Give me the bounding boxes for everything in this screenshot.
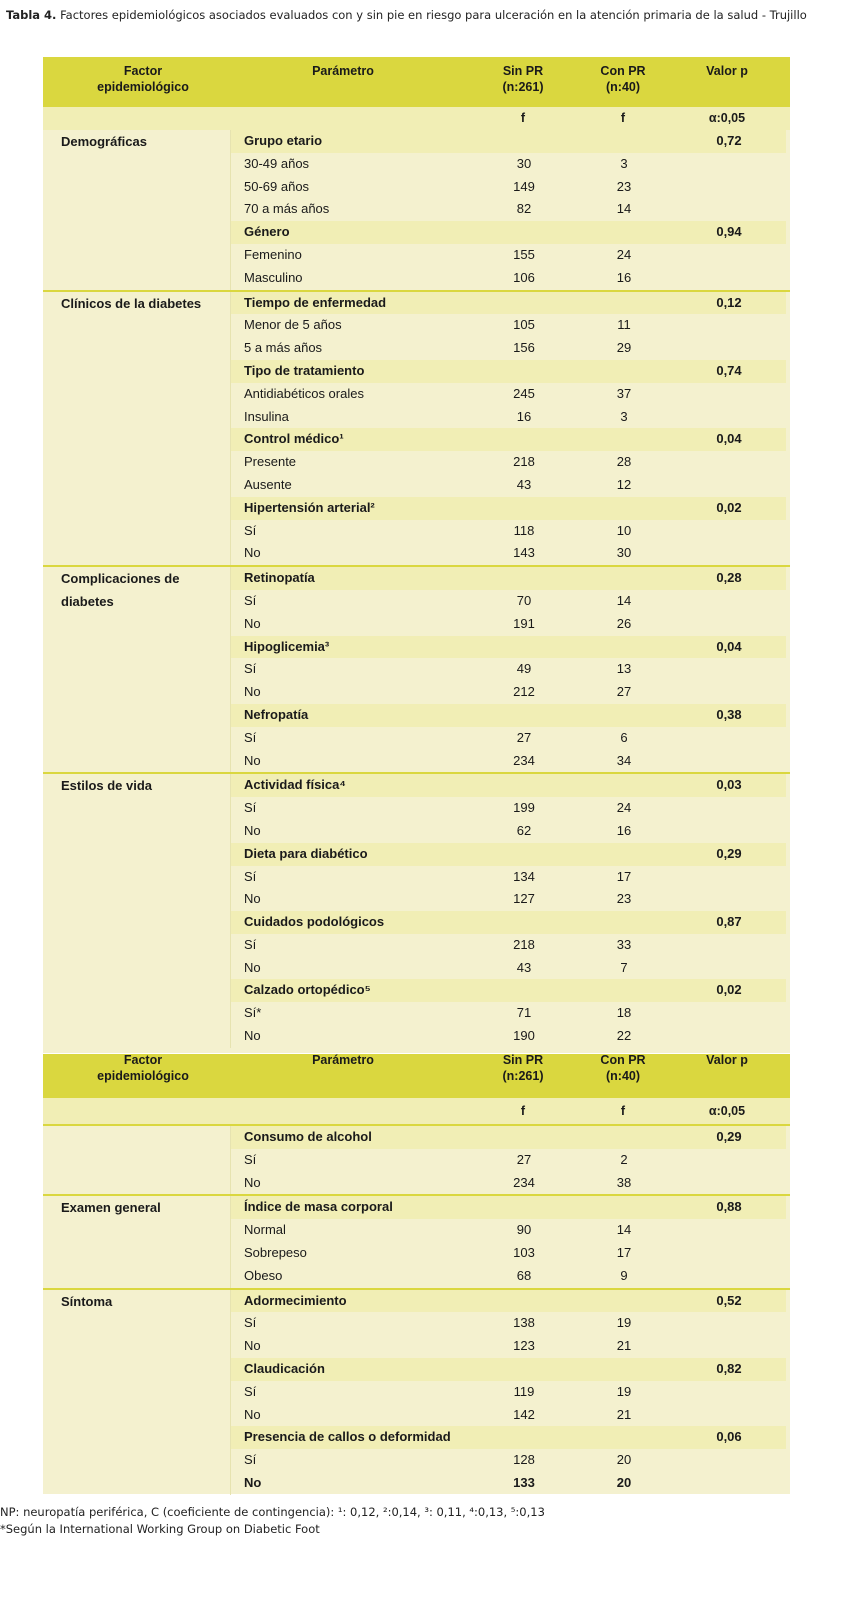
sin-pr-cell: 106 — [513, 269, 535, 285]
p-value-cell: 0,72 — [716, 133, 742, 148]
parameter-cell: Sí — [244, 1383, 257, 1399]
sin-pr-cell: 199 — [513, 800, 535, 816]
con-pr-cell: 14 — [616, 592, 632, 608]
parameter-cell: No — [244, 684, 261, 700]
parameter-cell: 70 a más años — [244, 201, 330, 217]
con-pr-cell: 27 — [616, 684, 632, 700]
p-value-cell: 0,94 — [716, 224, 742, 240]
con-pr-cell: 38 — [616, 1174, 632, 1190]
table-row — [230, 1335, 786, 1358]
table-row — [230, 1404, 786, 1427]
table-row — [230, 1172, 786, 1195]
parameter-cell: Retinopatía — [244, 570, 315, 586]
con-pr-cell: 26 — [616, 615, 632, 631]
table-body-1 — [43, 130, 790, 1048]
sin-pr-cell: 62 — [516, 822, 532, 838]
parameter-cell: Ausente — [244, 476, 292, 492]
sin-pr-cell: 27 — [516, 1151, 532, 1167]
table-footnotes — [0, 1504, 860, 1538]
table-header — [43, 57, 790, 107]
sin-pr-cell: 49 — [516, 661, 532, 677]
parameter-header-row — [230, 428, 786, 451]
parameter-header-row — [230, 636, 786, 659]
table-row — [230, 314, 786, 337]
header-parametro: Parámetro — [312, 1053, 374, 1067]
sin-pr-cell: 143 — [513, 545, 535, 561]
table-header-repeat — [43, 1054, 790, 1098]
factor-group — [43, 1288, 790, 1495]
sin-pr-cell: 149 — [513, 178, 535, 194]
parameter-header-row — [230, 130, 786, 153]
con-pr-cell: 12 — [616, 476, 632, 492]
parameter-cell: Dieta para diabético — [244, 845, 368, 861]
p-value-cell: 0,02 — [716, 982, 742, 998]
sin-pr-cell: 156 — [513, 340, 535, 356]
parameter-cell: Hipertensión arterial² — [244, 499, 375, 515]
con-pr-cell: 17 — [616, 868, 632, 884]
sin-pr-cell: 68 — [516, 1267, 532, 1283]
caption-text: Factores epidemiológicos asociados evaluados con y sin pie en riesgo para ulceración en la atención primaria de la salud - Trujillo — [60, 8, 807, 22]
con-pr-cell: 7 — [620, 959, 628, 975]
parameter-header-row — [230, 221, 786, 244]
table-row — [230, 1219, 786, 1242]
sin-pr-cell: 103 — [513, 1244, 535, 1260]
subheader-f-con: f — [620, 1104, 626, 1118]
table-row — [230, 1312, 786, 1335]
con-pr-cell: 28 — [616, 454, 632, 470]
sin-pr-cell: 134 — [513, 868, 535, 884]
con-pr-cell: 14 — [616, 1222, 632, 1238]
table-row — [230, 1265, 786, 1288]
table-subheader-repeat — [43, 1098, 790, 1124]
table-row — [230, 866, 786, 889]
parameter-header-row — [230, 1126, 786, 1149]
con-pr-cell: 3 — [620, 155, 628, 171]
p-value-cell: 0,87 — [716, 914, 742, 930]
parameter-cell: Sí* — [244, 1005, 262, 1021]
con-pr-cell: 22 — [616, 1028, 632, 1044]
table-row — [230, 797, 786, 820]
con-pr-cell: 16 — [616, 822, 632, 838]
con-pr-cell: 9 — [620, 1267, 628, 1283]
parameter-cell: Tiempo de enfermedad — [244, 294, 387, 310]
table-row — [230, 176, 786, 199]
con-pr-cell: 19 — [616, 1315, 632, 1331]
p-value-cell: 0,28 — [716, 570, 742, 586]
con-pr-cell: 14 — [616, 201, 632, 217]
sin-pr-cell: 16 — [516, 408, 532, 424]
parameter-cell: Calzado ortopédico⁵ — [244, 982, 371, 998]
table-row — [230, 520, 786, 543]
parameter-cell: No — [244, 1338, 261, 1354]
con-pr-cell: 20 — [616, 1452, 632, 1468]
parameter-cell: Sí — [244, 522, 257, 538]
con-pr-cell: 3 — [620, 408, 628, 424]
con-pr-cell: 17 — [616, 1244, 632, 1260]
header-factor: Factor epidemiológico — [97, 1053, 189, 1083]
table-row — [230, 244, 786, 267]
parameter-header-row — [230, 843, 786, 866]
sin-pr-cell: 70 — [516, 592, 532, 608]
table-row — [230, 750, 786, 773]
p-value-cell: 0,38 — [716, 706, 742, 722]
sin-pr-cell: 218 — [513, 454, 535, 470]
parameter-cell: Menor de 5 años — [244, 317, 342, 333]
parameter-cell: Antidiabéticos orales — [244, 385, 364, 401]
p-value-cell: 0,29 — [716, 1129, 742, 1144]
table-row — [230, 613, 786, 636]
parameter-cell: Normal — [244, 1222, 286, 1238]
subheader-alpha: α:0,05 — [708, 1104, 746, 1118]
parameter-header-row — [230, 567, 786, 590]
table-row — [230, 590, 786, 613]
parameter-cell: No — [244, 1474, 262, 1490]
parameter-cell: Género — [244, 224, 290, 240]
sin-pr-cell: 155 — [513, 246, 535, 262]
sin-pr-cell: 43 — [516, 476, 532, 492]
parameter-cell: Sí — [244, 1315, 257, 1331]
parameter-cell: Actividad física⁴ — [244, 777, 346, 793]
factor-group — [43, 290, 790, 566]
table-row — [230, 406, 786, 429]
parameter-cell: Adormecimiento — [244, 1292, 347, 1308]
table-row — [230, 383, 786, 406]
parameter-cell: No — [244, 752, 261, 768]
parameter-cell: 5 a más años — [244, 340, 323, 356]
table-body-2 — [43, 1124, 790, 1495]
con-pr-cell: 10 — [616, 522, 632, 538]
table-row — [230, 957, 786, 980]
p-value-cell: 0,88 — [716, 1199, 742, 1215]
factor-group — [43, 130, 790, 290]
parameter-cell: Hipoglicemia³ — [244, 638, 330, 654]
sin-pr-cell: 71 — [516, 1005, 532, 1021]
table-row — [230, 681, 786, 704]
sin-pr-cell: 82 — [516, 201, 532, 217]
factor-label: Clínicos de la diabetes — [61, 295, 202, 311]
parameter-cell: Nefropatía — [244, 706, 309, 722]
subheader-alpha: α:0,05 — [708, 111, 746, 125]
header-factor: Factor epidemiológico — [97, 64, 189, 94]
parameter-cell: Sí — [244, 936, 257, 952]
table-row — [230, 1025, 786, 1048]
table-row — [230, 1381, 786, 1404]
p-value-cell: 0,12 — [716, 294, 742, 310]
parameter-header-row — [230, 497, 786, 520]
con-pr-cell: 11 — [617, 317, 631, 333]
parameter-cell: Sobrepeso — [244, 1244, 307, 1260]
parameter-header-row — [230, 1358, 786, 1381]
sin-pr-cell: 138 — [513, 1315, 535, 1331]
con-pr-cell: 16 — [616, 269, 632, 285]
table-row — [230, 153, 786, 176]
subheader-f-sin: f — [520, 1104, 526, 1118]
parameter-cell: No — [244, 1028, 261, 1044]
parameter-cell: Sí — [244, 729, 257, 745]
parameter-cell: Masculino — [244, 269, 303, 285]
parameter-cell: Obeso — [244, 1267, 283, 1283]
parameter-cell: 50-69 años — [244, 178, 310, 194]
p-value-cell: 0,03 — [716, 777, 742, 793]
table-row — [230, 1449, 786, 1472]
factor-label: Estilos de vida — [61, 778, 153, 794]
sin-pr-cell: 30 — [516, 155, 532, 171]
con-pr-cell: 6 — [620, 729, 628, 745]
p-value-cell: 0,29 — [716, 845, 742, 861]
con-pr-cell: 21 — [616, 1338, 632, 1354]
p-value-cell: 0,02 — [716, 499, 742, 515]
sin-pr-cell: 218 — [513, 936, 535, 952]
header-con-pr: Con PR (n:40) — [600, 1053, 646, 1083]
parameter-header-row — [230, 979, 786, 1002]
parameter-header-row — [230, 774, 786, 797]
sin-pr-cell: 27 — [516, 729, 532, 745]
con-pr-cell: 2 — [620, 1151, 628, 1167]
parameter-cell: Consumo de alcohol — [244, 1129, 372, 1144]
parameter-header-row — [230, 1290, 786, 1313]
footnote-coefficients: NP: neuropatía periférica, C (coeficiente de contingencia): ¹: 0,12, ²:0,14, ³: 0,11, ⁴:0,13, ⁵:0,13 — [0, 1505, 545, 1519]
table-row — [230, 1472, 786, 1495]
table-row — [230, 1002, 786, 1025]
factor-label: Examen general — [61, 1200, 161, 1216]
table-row — [230, 658, 786, 681]
parameter-cell: Sí — [244, 661, 257, 677]
factor-label: Complicaciones de diabetes — [61, 571, 180, 610]
sin-pr-cell: 212 — [513, 684, 535, 700]
parameter-header-row — [230, 292, 786, 315]
factor-group — [43, 565, 790, 772]
sin-pr-cell: 127 — [513, 891, 535, 907]
footnote-source: *Según la International Working Group on Diabetic Foot — [0, 1522, 320, 1536]
table-part-1 — [43, 57, 790, 1053]
con-pr-cell: 21 — [616, 1406, 632, 1422]
table-row — [230, 1242, 786, 1265]
con-pr-cell: 30 — [616, 545, 632, 561]
header-sin-pr: Sin PR (n:261) — [502, 1053, 544, 1083]
con-pr-cell: 13 — [616, 661, 632, 677]
parameter-cell: No — [244, 1406, 261, 1422]
p-value-cell: 0,82 — [716, 1360, 742, 1376]
header-con-pr: Con PR (n:40) — [600, 64, 646, 94]
con-pr-cell: 29 — [616, 340, 632, 356]
header-valor-p: Valor p — [706, 64, 748, 78]
table-row — [230, 451, 786, 474]
parameter-header-row — [230, 704, 786, 727]
sin-pr-cell: 191 — [513, 615, 535, 631]
parameter-cell: 30-49 años — [244, 155, 310, 171]
parameter-cell: Sí — [244, 1151, 257, 1167]
subheader-f-sin: f — [520, 111, 526, 125]
sin-pr-cell: 123 — [513, 1338, 535, 1354]
parameter-header-row — [230, 911, 786, 934]
subheader-f-con: f — [620, 111, 626, 125]
factor-label: Demográficas — [61, 134, 147, 149]
sin-pr-cell: 119 — [513, 1383, 535, 1399]
con-pr-cell: 23 — [616, 891, 632, 907]
parameter-header-row — [230, 1426, 786, 1449]
parameter-cell: Sí — [244, 868, 257, 884]
parameter-cell: Control médico¹ — [244, 431, 344, 447]
parameter-cell: No — [244, 822, 261, 838]
parameter-cell: No — [244, 545, 261, 561]
parameter-cell: Sí — [244, 1452, 257, 1468]
parameter-cell: Cuidados podológicos — [244, 914, 385, 930]
parameter-cell: Presente — [244, 454, 297, 470]
factor-group — [43, 772, 790, 1048]
table-row — [230, 1149, 786, 1172]
parameter-cell: Femenino — [244, 246, 302, 262]
p-value-cell: 0,04 — [716, 638, 742, 654]
sin-pr-cell: 105 — [513, 317, 535, 333]
parameter-cell: Grupo etario — [244, 133, 323, 148]
header-sin-pr: Sin PR (n:261) — [502, 64, 544, 94]
sin-pr-cell: 245 — [513, 385, 535, 401]
table-row — [230, 198, 786, 221]
con-pr-cell: 24 — [616, 800, 632, 816]
parameter-cell: Tipo de tratamiento — [244, 362, 365, 378]
p-value-cell: 0,74 — [716, 362, 742, 378]
table-row — [230, 888, 786, 911]
parameter-cell: Presencia de callos o deformidad — [244, 1429, 451, 1445]
table-caption — [6, 8, 856, 23]
parameter-cell: Claudicación — [244, 1360, 325, 1376]
table-row — [230, 474, 786, 497]
con-pr-cell: 23 — [616, 178, 632, 194]
sin-pr-cell: 190 — [513, 1028, 535, 1044]
factor-label: Síntoma — [61, 1293, 113, 1309]
p-value-cell: 0,52 — [716, 1292, 742, 1308]
p-value-cell: 0,06 — [716, 1429, 742, 1445]
sin-pr-cell: 133 — [513, 1474, 535, 1490]
table-subheader — [43, 107, 790, 130]
parameter-cell: Insulina — [244, 408, 289, 424]
sin-pr-cell: 234 — [513, 752, 535, 768]
table-row — [230, 727, 786, 750]
sin-pr-cell: 234 — [513, 1174, 535, 1190]
sin-pr-cell: 90 — [516, 1222, 532, 1238]
con-pr-cell: 34 — [616, 752, 632, 768]
parameter-cell: No — [244, 615, 261, 631]
parameter-header-row — [230, 1196, 786, 1219]
table-row — [230, 542, 786, 565]
con-pr-cell: 18 — [616, 1005, 632, 1021]
p-value-cell: 0,04 — [716, 431, 742, 447]
table-part-2 — [43, 1054, 790, 1494]
sin-pr-cell: 128 — [513, 1452, 535, 1468]
caption-label: Tabla 4. — [6, 8, 57, 22]
factor-group — [43, 1194, 790, 1287]
table-row — [230, 820, 786, 843]
parameter-cell: Índice de masa corporal — [244, 1199, 393, 1215]
parameter-cell: No — [244, 959, 261, 975]
con-pr-cell: 24 — [616, 246, 632, 262]
header-valor-p: Valor p — [706, 1053, 748, 1067]
parameter-header-row — [230, 360, 786, 383]
parameter-cell: No — [244, 891, 261, 907]
parameter-cell: No — [244, 1174, 261, 1190]
con-pr-cell: 19 — [616, 1383, 632, 1399]
sin-pr-cell: 43 — [516, 959, 532, 975]
parameter-cell: Sí — [244, 592, 257, 608]
con-pr-cell: 33 — [616, 936, 632, 952]
sin-pr-cell: 118 — [513, 522, 535, 538]
table-row — [230, 267, 786, 290]
parameter-cell: Sí — [244, 800, 257, 816]
table-row — [230, 337, 786, 360]
con-pr-cell: 37 — [616, 385, 632, 401]
con-pr-cell: 20 — [616, 1474, 632, 1490]
factor-group — [43, 1126, 790, 1194]
sin-pr-cell: 142 — [513, 1406, 535, 1422]
table-row — [230, 934, 786, 957]
header-parametro: Parámetro — [312, 64, 374, 78]
